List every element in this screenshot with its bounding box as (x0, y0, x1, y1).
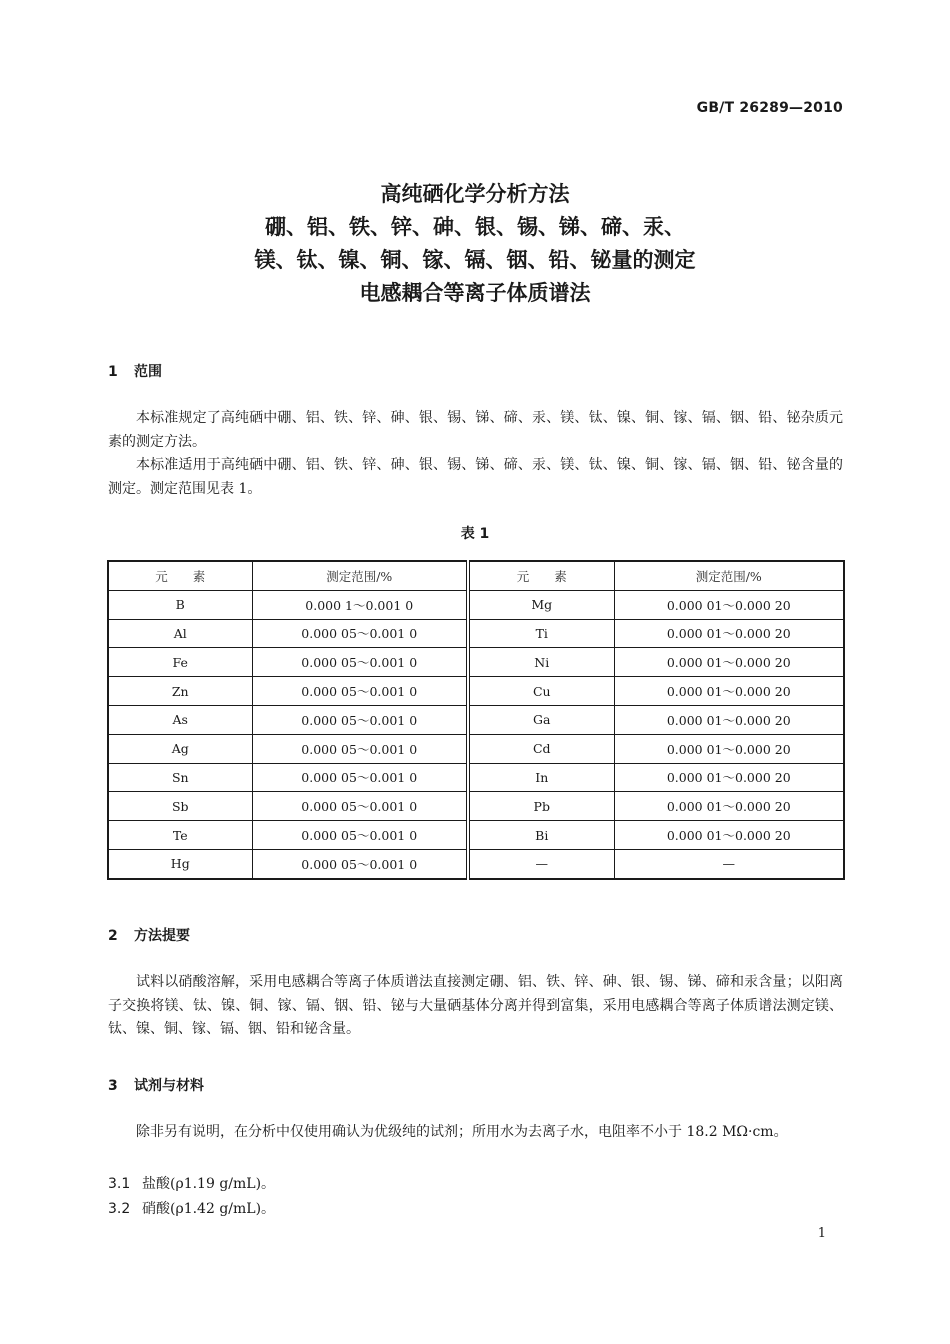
section-title: 试剂与材料 (134, 1078, 204, 1094)
section-body-principle (108, 971, 843, 1042)
header-cell: 元 素 (468, 561, 614, 590)
page-number: 1 (817, 1226, 826, 1241)
range-cell: 0.000 1～0.001 0 (252, 590, 468, 619)
section-number: 3 (108, 1078, 118, 1094)
table-row (108, 619, 844, 648)
element-cell: Cd (468, 734, 614, 763)
section-number: 1 (108, 364, 118, 380)
table-row (108, 677, 844, 706)
range-cell: 0.000 01～0.000 20 (614, 590, 844, 619)
element-cell: — (468, 849, 614, 878)
element-cell: Sn (108, 763, 252, 792)
range-cell: 0.000 05～0.001 0 (252, 849, 468, 878)
element-cell: As (108, 705, 252, 734)
range-cell: 0.000 05～0.001 0 (252, 705, 468, 734)
table-row (108, 792, 844, 821)
header-cell: 元 素 (108, 561, 252, 590)
range-cell: 0.000 01～0.000 20 (614, 763, 844, 792)
item-number: 3.2 (108, 1201, 131, 1217)
item-number: 3.1 (108, 1176, 131, 1192)
range-cell: 0.000 01～0.000 20 (614, 677, 844, 706)
section-title: 方法提要 (134, 928, 190, 944)
range-cell: 0.000 01～0.000 20 (614, 619, 844, 648)
range-cell: 0.000 01～0.000 20 (614, 821, 844, 850)
range-cell: 0.000 05～0.001 0 (252, 821, 468, 850)
title-line: 电感耦合等离子体质谱法 (359, 281, 591, 305)
element-cell: Sb (108, 792, 252, 821)
item-text: 盐酸(ρ1.19 g/mL)。 (142, 1176, 276, 1192)
paragraph: 试料以硝酸溶解，采用电感耦合等离子体质谱法直接测定硼、铝、铁、锌、砷、银、锡、锑、碲和汞含量；以阳离子交换将镁、钛、镍、铜、镓、镉、铟、铅、铋与大量硒基体分离并得到富集，采用电感耦合等离子体质谱法测定镁、钛、镍、铜、镓、镉、铟、铅和铋含量。 (108, 974, 843, 1037)
element-cell: Al (108, 619, 252, 648)
document-title (0, 178, 950, 310)
element-cell: Te (108, 821, 252, 850)
table-row (108, 821, 844, 850)
range-cell: 0.000 01～0.000 20 (614, 792, 844, 821)
element-cell: Hg (108, 849, 252, 878)
range-cell: 0.000 01～0.000 20 (614, 705, 844, 734)
range-cell: 0.000 05～0.001 0 (252, 648, 468, 677)
range-cell: 0.000 05～0.001 0 (252, 763, 468, 792)
element-cell: Fe (108, 648, 252, 677)
title-line: 硼、铝、铁、锌、砷、银、锡、锑、碲、汞、 (265, 215, 685, 239)
element-cell: Cu (468, 677, 614, 706)
section-body-scope (108, 407, 843, 501)
range-cell: 0.000 05～0.001 0 (252, 792, 468, 821)
range-cell: 0.000 01～0.000 20 (614, 734, 844, 763)
item-text: 硝酸(ρ1.42 g/mL)。 (142, 1201, 276, 1217)
table-caption: 表 1 (460, 526, 490, 542)
element-cell: Bi (468, 821, 614, 850)
range-cell: 0.000 05～0.001 0 (252, 734, 468, 763)
element-cell: Ag (108, 734, 252, 763)
list-item (108, 1173, 275, 1193)
table-row (108, 590, 844, 619)
section-heading-reagents (108, 1075, 204, 1095)
element-cell: Mg (468, 590, 614, 619)
header-cell: 测定范围/% (252, 561, 468, 590)
section-heading-principle (108, 925, 190, 945)
range-cell: — (614, 849, 844, 878)
element-cell: Ni (468, 648, 614, 677)
paragraph: 本标准适用于高纯硒中硼、铝、铁、锌、砷、银、锡、锑、碲、汞、镁、钛、镍、铜、镓、镉、铟、铅、铋含量的测定。测定范围见表 1。 (108, 457, 843, 497)
element-cell: Pb (468, 792, 614, 821)
element-cell: Ga (468, 705, 614, 734)
element-cell: In (468, 763, 614, 792)
range-cell: 0.000 05～0.001 0 (252, 619, 468, 648)
section-number: 2 (108, 928, 118, 944)
title-line: 镁、钛、镍、铜、镓、镉、铟、铅、铋量的测定 (254, 248, 696, 272)
table-row (108, 849, 844, 878)
range-cell: 0.000 05～0.001 0 (252, 677, 468, 706)
measurement-range-table (107, 560, 843, 880)
element-cell: B (108, 590, 252, 619)
section-heading-scope (108, 361, 162, 381)
element-cell: Zn (108, 677, 252, 706)
list-item (108, 1198, 275, 1218)
standard-number: GB/T 26289—2010 (696, 100, 843, 116)
section-title: 范围 (134, 364, 162, 380)
section-body-reagents (108, 1121, 843, 1145)
title-line: 高纯硒化学分析方法 (380, 182, 570, 206)
table-row (108, 763, 844, 792)
paragraph: 本标准规定了高纯硒中硼、铝、铁、锌、砷、银、锡、锑、碲、汞、镁、钛、镍、铜、镓、镉、铟、铅、铋杂质元素的测定方法。 (108, 410, 843, 450)
element-cell: Ti (468, 619, 614, 648)
table-row (108, 734, 844, 763)
table-row (108, 705, 844, 734)
table-row (108, 648, 844, 677)
range-cell: 0.000 01～0.000 20 (614, 648, 844, 677)
header-cell: 测定范围/% (614, 561, 844, 590)
paragraph: 除非另有说明，在分析中仅使用确认为优级纯的试剂；所用水为去离子水，电阻率不小于 18.2 MΩ·cm。 (136, 1124, 788, 1140)
table-header-row (108, 561, 844, 590)
